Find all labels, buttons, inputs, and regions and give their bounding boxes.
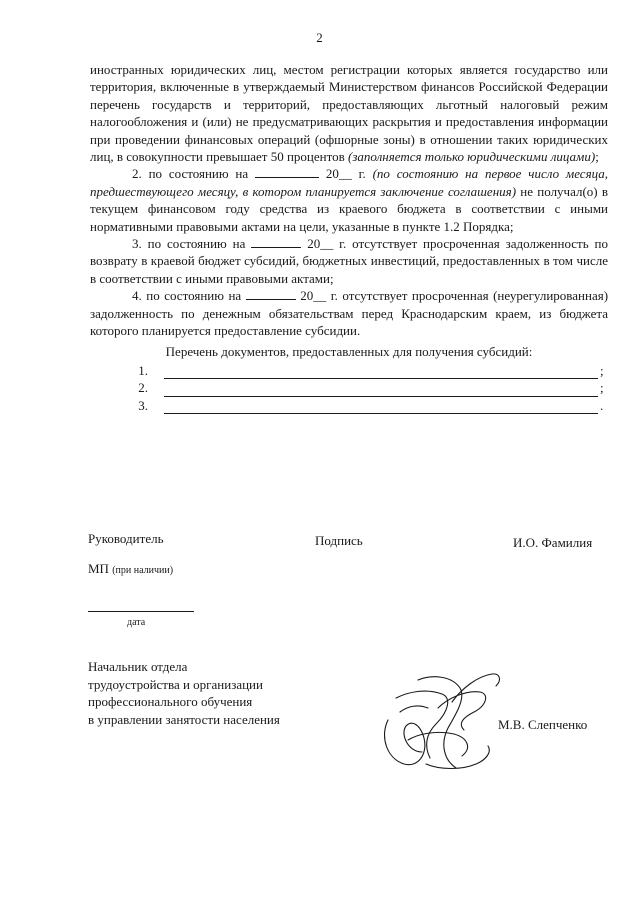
fill-line: [164, 401, 598, 414]
seal-line: [88, 561, 173, 577]
date-blank: [255, 165, 319, 178]
paragraph-offshore: иностранных юридических лиц, местом регистрации которых является государство или территория, включенные в утверждаемый Министерством финансов Российской Федерации перечень государств и территорий, предоставляющих льготный налоговый режим налогообложения и (или) не предусматривающих раскрытия и предоставления информации при проведении финансовых операций (офшорные зоны) в отношении таких юридических лиц, в совокупности превышает 50 процентов (заполняется только юридическими лицами);: [90, 62, 608, 165]
fill-line: [164, 366, 598, 379]
signature-label: Подпись: [315, 533, 363, 548]
list-item: 2. ;: [138, 380, 604, 396]
paragraph-item-2: 2. по состоянию на 20__ г. (по состоянию на первое число месяца, предшествующего месяцу, в котором планируется заключение соглашения) не получал(о) в текущем финансовом году средства из краевого бюджета в соответствии с иными нормативными правовыми актами на цели, указанные в пункте 1.2 Порядка;: [90, 166, 609, 234]
paragraph-item-3: 3. по состоянию на 20__ г. отсутствует просроченная задолженность по возврату в краевой бюджет субсидий, бюджетных инвестиций, предоставленных в том числе в соответствии с иными правовыми актами;: [90, 236, 609, 286]
date-blank: [246, 287, 296, 300]
documents-list: [90, 362, 608, 414]
head-label: Руководитель: [88, 531, 164, 546]
official-name: М.В. Слепченко: [498, 717, 588, 732]
page-number: 2: [316, 30, 323, 45]
handwritten-signature: [378, 668, 513, 776]
seal-note: (при наличии): [112, 565, 174, 576]
legal-entity-note: (заполняется только юридическими лицами): [348, 149, 596, 165]
list-item: 1. ;: [138, 362, 604, 378]
position-line: профессионального обучения: [88, 694, 253, 709]
date-line: [88, 611, 194, 612]
position-line: Начальник отдела: [88, 659, 188, 674]
date-blank: [251, 235, 301, 248]
documents-heading: Перечень документов, предоставленных для получения субсидий:: [165, 343, 533, 359]
item-2-note: (по состоянию на первое число месяца, предшествующего месяцу, в котором планируется заключение соглашения): [90, 166, 609, 199]
seal-label: МП: [88, 561, 109, 576]
list-item: 3. .: [138, 397, 604, 413]
name-label: И.О. Фамилия: [513, 535, 593, 550]
position-line: в управлении занятости населения: [88, 711, 280, 727]
position-line: трудоустройства и организации: [88, 676, 263, 692]
official-position: [88, 658, 280, 728]
fill-line: [164, 384, 598, 397]
date-label: дата: [127, 617, 146, 628]
document-body: [90, 61, 608, 414]
paragraph-item-4: 4. по состоянию на 20__ г. отсутствует просроченная (неурегулированная) задолженность по денежным обязательствам перед Краснодарским краем, из бюджета которого планируется предоставление субсидии.: [90, 288, 609, 339]
